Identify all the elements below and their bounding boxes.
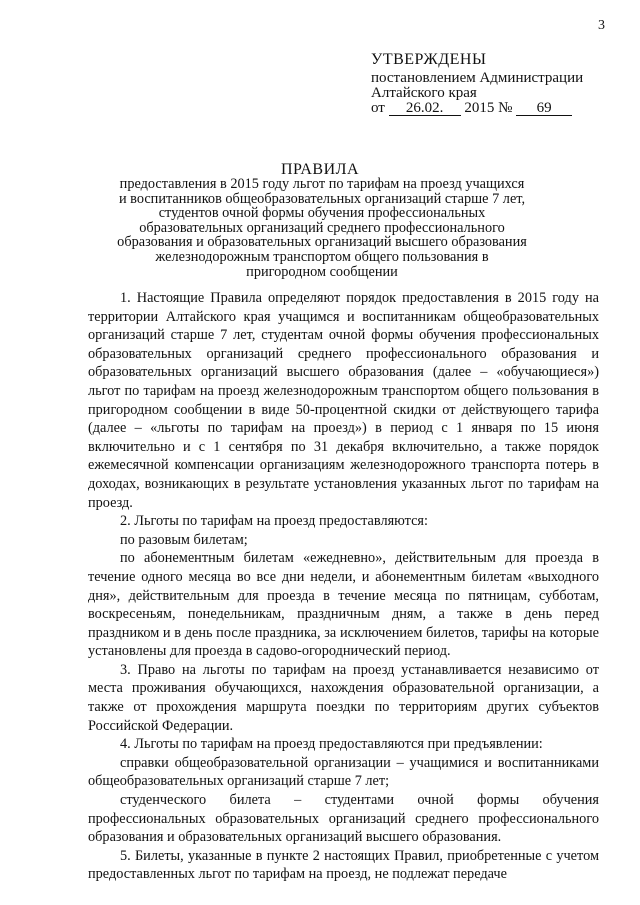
year: 2015 (464, 100, 495, 116)
paragraph-1: 1. Настоящие Правила определяют порядок предоставления в 2015 году на территории Алтайского края учащимся и воспитанникам общеобразовательных организаций старше 7 лет, студентам очной формы обучения профессиональных образовательных организаций среднего профессионального образования и образовательных организаций высшего образования (далее – «обучающиеся») льгот по тарифам на проезд железнодорожным транспортом общего пользования в пригородном сообщении в виде 50-процентной скидки от действующего тарифа (далее – «льготы по тарифам на проезд») в период с 1 января по 15 июня включительно и с 1 сентября по 31 декабря включительно, а также порядок ежемесячной компенсации организациям железнодорожного транспорта потерь в доходах, возникающих в результате установления указанных льгот по тарифам на проезд. (88, 290, 599, 511)
paragraph-2: 2. Льготы по тарифам на проезд предоставляются: (120, 513, 428, 530)
number-value: 69 (516, 102, 572, 116)
date-value: 26.02. (389, 102, 461, 116)
approval-date-line (371, 101, 631, 116)
document-body (88, 289, 599, 884)
document-title: ПРАВИЛА (280, 161, 360, 178)
paragraph-4: 4. Льготы по тарифам на проезд предоставляются при предъявлении: (120, 736, 543, 753)
paragraph-2-item-1: по разовым билетам; (120, 531, 248, 548)
approval-line-2: Алтайского края (371, 85, 477, 101)
approval-heading: УТВЕРЖДЕНЫ (371, 51, 487, 68)
date-prefix: от (371, 100, 385, 116)
page-number: 3 (598, 18, 605, 33)
paragraph-4-item-2: студенческого билета – студентами очной формы обучения профессиональных образовательных организаций среднего профессионального образования и образовательных организаций высшего образования. (88, 792, 599, 846)
number-sign: № (498, 100, 513, 116)
paragraph-3: 3. Право на льготы по тарифам на проезд устанавливается независимо от места проживания обучающихся, нахождения образовательной организации, а также от прохождения маршрута поездки по территориям других субъектов Российской Федерации. (88, 661, 599, 734)
paragraph-5: 5. Билеты, указанные в пункте 2 настоящих Правил, приобретенные с учетом предоставленных льгот по тарифам на проезд, не подлежат передаче (88, 847, 599, 883)
paragraph-4-item-1: справки общеобразовательной организации – учащимися и воспитанниками общеобразовательных организаций старше 7 лет; (88, 754, 599, 790)
document-subtitle: предоставления в 2015 году льгот по тарифам на проезд учащихся и воспитанников общеобразовательных организаций старше 7 лет, студентов очной формы обучения профессиональных образовательных организаций среднего профессионального образования и образовательных организаций высшего образования железнодорожным транспортом общего пользования в пригородном сообщении (117, 176, 527, 280)
approval-line-1: постановлением Администрации (371, 70, 584, 86)
paragraph-2-item-2: по абонементным билетам «ежедневно», действительным для проезда в течение одного месяца во все дни недели, и абонементным билетам «выходного дня», действительным для проезда в течение месяца по пятницам, субботам, воскресеньям, понедельникам, праздничным дням, а также в день перед праздником и в день после праздника, за исключением билетов, тарифы на которые установлены для проезда в садово-огороднический период. (88, 550, 599, 660)
approval-block (371, 52, 631, 116)
